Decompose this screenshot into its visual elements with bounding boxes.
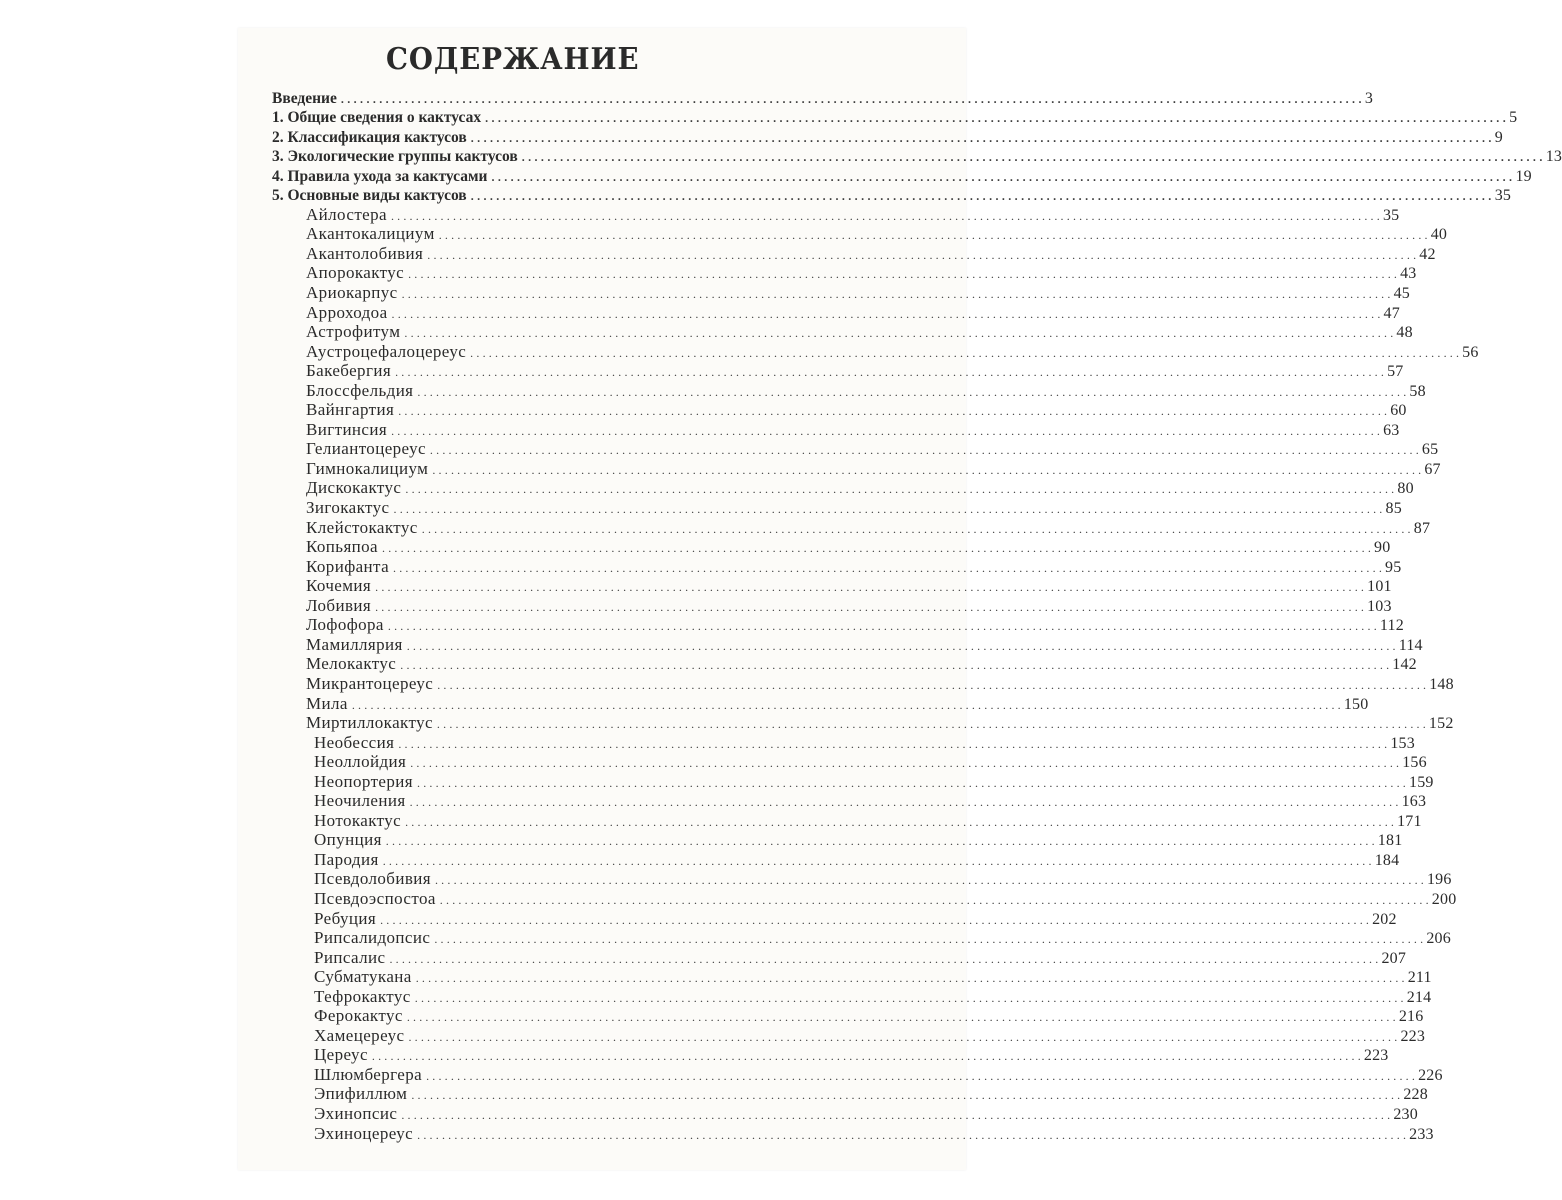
toc-page-number: 90 bbox=[1374, 539, 1391, 557]
toc-species-entry bbox=[272, 830, 1403, 851]
toc-species-entry bbox=[272, 771, 1434, 792]
toc-page-number: 48 bbox=[1396, 324, 1413, 342]
toc-page-number: 13 bbox=[1545, 148, 1562, 166]
toc-page-number: 150 bbox=[1343, 695, 1369, 713]
toc-page-number: 95 bbox=[1385, 558, 1402, 576]
toc-page-number: 9 bbox=[1494, 128, 1503, 146]
toc-page-number: 216 bbox=[1398, 1008, 1424, 1026]
dot-leader: ................................................................................................................................................................ bbox=[427, 247, 1420, 262]
toc-species-entry bbox=[272, 341, 1479, 362]
toc-chapter-entry bbox=[272, 166, 1532, 186]
dot-leader: ................................................................................................................................................................ bbox=[414, 990, 1407, 1005]
toc-page-number: 228 bbox=[1403, 1086, 1428, 1104]
toc-species-entry bbox=[272, 673, 1454, 694]
toc-entry-title: Корифанта bbox=[306, 556, 390, 576]
toc-species-entry bbox=[272, 1084, 1428, 1105]
dot-leader: ................................................................................................................................................................ bbox=[470, 130, 1495, 145]
toc-species-entry bbox=[272, 1006, 1424, 1027]
toc-entry-title: Эхиноцереус bbox=[314, 1123, 414, 1143]
toc-entry-title: Ребуция bbox=[314, 908, 377, 928]
toc-entry-title: Акантолобивия bbox=[306, 243, 424, 263]
dot-leader: ................................................................................................................................................................ bbox=[408, 1029, 1401, 1044]
toc-entry-title: Неочиления bbox=[314, 791, 406, 811]
dot-leader: ................................................................................................................................................................ bbox=[417, 775, 1409, 790]
toc-entry-title: 1. Общие сведения о кактусах bbox=[272, 109, 482, 127]
toc-entry-title: Астрофитум bbox=[306, 322, 401, 342]
dot-leader: ................................................................................................................................................................ bbox=[410, 756, 1403, 771]
toc-species-entry bbox=[272, 595, 1392, 616]
dot-leader: ................................................................................................................................................................ bbox=[421, 521, 1414, 536]
toc-species-entry bbox=[272, 439, 1439, 460]
dot-leader: ................................................................................................................................................................ bbox=[411, 1088, 1404, 1103]
toc-species-entry bbox=[272, 928, 1451, 949]
dot-leader: ................................................................................................................................................................ bbox=[434, 932, 1427, 947]
toc-species-entry bbox=[272, 1064, 1443, 1085]
book-page bbox=[238, 28, 1562, 1170]
toc-species-entry bbox=[272, 537, 1391, 558]
toc-species-entry bbox=[272, 498, 1402, 518]
dot-leader: ................................................................................................................................................................ bbox=[415, 971, 1408, 986]
toc-entry-title: Псевдолобивия bbox=[314, 869, 431, 889]
page-title: СОДЕРЖАНИЕ bbox=[386, 42, 640, 77]
toc-entry-title: Бакебергия bbox=[306, 361, 392, 381]
dot-leader: ................................................................................................................................................................ bbox=[391, 306, 1384, 321]
dot-leader: ................................................................................................................................................................ bbox=[398, 404, 1391, 419]
toc-entry-title: Блоссфельдия bbox=[306, 380, 414, 400]
toc-page-number: 148 bbox=[1429, 675, 1454, 693]
toc-page-number: 65 bbox=[1421, 441, 1439, 459]
dot-leader: ................................................................................................................................................................ bbox=[485, 111, 1510, 126]
toc-species-entry bbox=[272, 322, 1413, 343]
toc-entry-title: 4. Правила ухода за кактусами bbox=[272, 167, 488, 185]
dot-leader: ................................................................................................................................................................ bbox=[417, 1127, 1410, 1142]
toc-species-entry bbox=[272, 888, 1457, 909]
toc-page-number: 101 bbox=[1367, 578, 1392, 596]
toc-species-entry bbox=[272, 517, 1431, 538]
dot-leader: ................................................................................................................................................................ bbox=[387, 619, 1380, 634]
toc-species-entry bbox=[272, 204, 1400, 225]
dot-leader: ................................................................................................................................................................ bbox=[393, 560, 1386, 575]
toc-species-entry bbox=[272, 458, 1441, 479]
toc-page-number: 56 bbox=[1462, 343, 1479, 361]
toc-entry-title: 2. Классификация кактусов bbox=[272, 128, 467, 146]
toc-entry-title: Айлостера bbox=[306, 204, 387, 224]
toc-entry-title: Микрантоцереус bbox=[306, 673, 434, 693]
toc-page-number: 200 bbox=[1431, 890, 1457, 908]
toc-species-entry bbox=[272, 713, 1454, 734]
toc-page-number: 159 bbox=[1409, 773, 1434, 791]
toc-page-number: 142 bbox=[1392, 656, 1417, 674]
toc-entry-title: Мила bbox=[306, 693, 348, 713]
toc-species-entry bbox=[272, 576, 1392, 597]
toc-page-number: 43 bbox=[1400, 265, 1417, 283]
toc-species-entry bbox=[272, 693, 1369, 714]
toc-species-entry bbox=[272, 869, 1452, 890]
dot-leader: ................................................................................................................................................................ bbox=[401, 287, 1394, 302]
toc-entry-title: Нотокактус bbox=[314, 810, 402, 830]
toc-page-number: 19 bbox=[1515, 167, 1532, 185]
toc-entry-title: Тефрокактус bbox=[314, 986, 411, 1006]
toc-species-entry bbox=[272, 1025, 1426, 1046]
toc-entry-title: 3. Экологические группы кактусов bbox=[272, 148, 518, 166]
toc-page-number: 3 bbox=[1364, 89, 1374, 107]
toc-page-number: 80 bbox=[1397, 480, 1414, 498]
dot-leader: ................................................................................................................................................................ bbox=[382, 853, 1375, 868]
toc-entry-title: Вигтинсия bbox=[306, 419, 388, 439]
toc-species-entry bbox=[272, 400, 1407, 421]
toc-entry-title: Ферокактус bbox=[314, 1006, 403, 1026]
dot-leader: ................................................................................................................................................................ bbox=[375, 580, 1368, 595]
dot-leader: ................................................................................................................................................................ bbox=[429, 443, 1422, 458]
dot-leader: ................................................................................................................................................................ bbox=[417, 384, 1410, 399]
toc-entry-title: Хамецереус bbox=[314, 1025, 405, 1045]
dot-leader: ................................................................................................................................................................ bbox=[351, 697, 1344, 712]
dot-leader: ................................................................................................................................................................ bbox=[380, 912, 1373, 927]
toc-page-number: 223 bbox=[1363, 1047, 1389, 1065]
dot-leader: ................................................................................................................................................................ bbox=[385, 834, 1378, 849]
table-of-contents bbox=[272, 88, 1562, 1144]
toc-species-entry bbox=[272, 752, 1427, 773]
toc-species-entry bbox=[272, 849, 1400, 870]
dot-leader: ................................................................................................................................................................ bbox=[405, 482, 1398, 497]
dot-leader: ................................................................................................................................................................ bbox=[400, 658, 1393, 673]
dot-leader: ................................................................................................................................................................ bbox=[391, 423, 1384, 438]
toc-species-entry bbox=[272, 967, 1432, 988]
dot-leader: ................................................................................................................................................................ bbox=[406, 638, 1399, 653]
toc-entry-title: Зигокактус bbox=[306, 498, 390, 518]
toc-entry-title: Псевдоэспостоа bbox=[314, 888, 436, 908]
toc-species-entry bbox=[272, 732, 1415, 753]
toc-species-entry bbox=[272, 556, 1402, 577]
toc-chapter-entry bbox=[272, 88, 1374, 108]
toc-entry-title: Акантокалициум bbox=[306, 224, 435, 244]
toc-entry-title: Лофофора bbox=[306, 615, 384, 635]
dot-leader: ................................................................................................................................................................ bbox=[434, 873, 1427, 888]
dot-leader: ................................................................................................................................................................ bbox=[491, 169, 1516, 184]
toc-entry-title: Клейстокактус bbox=[306, 517, 418, 537]
toc-entry-title: Эхинопсис bbox=[314, 1103, 398, 1123]
toc-entry-title: Мамиллярия bbox=[306, 634, 403, 654]
dot-leader: ................................................................................................................................................................ bbox=[439, 892, 1432, 907]
toc-page-number: 42 bbox=[1419, 245, 1436, 263]
dot-leader: ................................................................................................................................................................ bbox=[401, 1107, 1394, 1122]
toc-page-number: 63 bbox=[1383, 421, 1400, 439]
toc-page-number: 223 bbox=[1400, 1027, 1426, 1045]
toc-entry-title: Пародия bbox=[314, 849, 379, 869]
toc-entry-title: Арроходоа bbox=[306, 302, 388, 322]
dot-leader: ................................................................................................................................................................ bbox=[432, 462, 1425, 477]
toc-species-entry bbox=[272, 243, 1436, 264]
toc-page-number: 202 bbox=[1372, 910, 1397, 928]
toc-entry-title: Апорокактус bbox=[306, 263, 405, 283]
toc-species-entry bbox=[272, 361, 1404, 382]
toc-page-number: 171 bbox=[1397, 812, 1422, 830]
toc-species-entry bbox=[272, 263, 1417, 284]
toc-entry-title: Мелокактус bbox=[306, 654, 397, 674]
dot-leader: ................................................................................................................................................................ bbox=[408, 267, 1401, 282]
toc-page-number: 163 bbox=[1401, 793, 1427, 811]
toc-species-entry bbox=[272, 986, 1432, 1007]
toc-entry-title: Кочемия bbox=[306, 576, 372, 596]
dot-leader: ................................................................................................................................................................ bbox=[406, 1010, 1399, 1025]
toc-species-entry bbox=[272, 615, 1404, 636]
toc-page-number: 87 bbox=[1413, 519, 1431, 537]
toc-page-number: 85 bbox=[1385, 500, 1402, 518]
toc-species-entry bbox=[272, 908, 1397, 929]
toc-entry-title: Шлюмбергера bbox=[314, 1064, 423, 1084]
toc-entry-title: Неоллойдия bbox=[314, 752, 407, 772]
toc-chapter-entry bbox=[272, 147, 1562, 167]
toc-page-number: 230 bbox=[1393, 1105, 1418, 1123]
toc-page-number: 153 bbox=[1390, 734, 1415, 752]
toc-species-entry bbox=[272, 419, 1400, 440]
toc-entry-title: Гимнокалициум bbox=[306, 458, 429, 478]
toc-entry-title: Субматукана bbox=[314, 967, 412, 987]
toc-chapter-entry bbox=[272, 186, 1512, 206]
dot-leader: ................................................................................................................................................................ bbox=[470, 345, 1463, 360]
toc-entry-title: Эпифиллюм bbox=[314, 1084, 408, 1104]
dot-leader: ................................................................................................................................................................ bbox=[405, 814, 1398, 829]
toc-entry-title: Гелиантоцереус bbox=[306, 439, 426, 459]
toc-page-number: 47 bbox=[1383, 304, 1400, 322]
toc-page-number: 226 bbox=[1418, 1066, 1443, 1084]
dot-leader: ................................................................................................................................................................ bbox=[382, 541, 1375, 556]
dot-leader: ................................................................................................................................................................ bbox=[437, 677, 1430, 692]
toc-species-entry bbox=[272, 810, 1422, 831]
toc-species-entry bbox=[272, 947, 1407, 968]
dot-leader: ................................................................................................................................................................ bbox=[438, 228, 1431, 243]
toc-entry-title: Цереус bbox=[314, 1045, 368, 1065]
toc-page-number: 181 bbox=[1377, 832, 1403, 850]
dot-leader: ................................................................................................................................................................ bbox=[426, 1068, 1419, 1083]
toc-page-number: 214 bbox=[1406, 988, 1432, 1006]
toc-page-number: 45 bbox=[1393, 285, 1410, 303]
toc-page-number: 67 bbox=[1424, 460, 1441, 478]
toc-page-number: 35 bbox=[1494, 187, 1512, 205]
toc-entry-title: Введение bbox=[272, 89, 337, 107]
dot-leader: ................................................................................................................................................................ bbox=[389, 951, 1382, 966]
dot-leader: ................................................................................................................................................................ bbox=[395, 365, 1388, 380]
dot-leader: ................................................................................................................................................................ bbox=[398, 736, 1391, 751]
toc-species-entry bbox=[272, 634, 1423, 655]
toc-page-number: 211 bbox=[1407, 969, 1432, 987]
toc-page-number: 233 bbox=[1409, 1125, 1434, 1143]
toc-species-entry bbox=[272, 224, 1448, 245]
toc-page-number: 35 bbox=[1382, 206, 1400, 224]
toc-entry-title: Вайнгартия bbox=[306, 400, 395, 420]
toc-page-number: 40 bbox=[1430, 226, 1448, 244]
dot-leader: ................................................................................................................................................................ bbox=[371, 1049, 1364, 1064]
dot-leader: ................................................................................................................................................................ bbox=[393, 502, 1386, 517]
toc-page-number: 58 bbox=[1409, 382, 1426, 400]
toc-species-entry bbox=[272, 1103, 1418, 1124]
dot-leader: ................................................................................................................................................................ bbox=[436, 717, 1429, 732]
toc-species-entry bbox=[272, 1045, 1389, 1066]
toc-species-entry bbox=[272, 302, 1400, 323]
toc-chapter-entry bbox=[272, 127, 1503, 147]
toc-entry-title: 5. Основные виды кактусов bbox=[272, 187, 467, 205]
toc-page-number: 206 bbox=[1426, 930, 1451, 948]
toc-entry-title: Неопортерия bbox=[314, 771, 413, 791]
toc-page-number: 60 bbox=[1390, 402, 1407, 420]
toc-page-number: 184 bbox=[1374, 851, 1400, 869]
toc-species-entry bbox=[272, 654, 1417, 675]
dot-leader: ................................................................................................................................................................ bbox=[340, 91, 1365, 106]
dot-leader: ................................................................................................................................................................ bbox=[521, 150, 1546, 165]
toc-entry-title: Копьяпоа bbox=[306, 537, 379, 557]
toc-entry-title: Аустроцефалоцереус bbox=[306, 341, 467, 361]
toc-page-number: 114 bbox=[1398, 636, 1423, 654]
dot-leader: ................................................................................................................................................................ bbox=[375, 599, 1368, 614]
toc-entry-title: Опунция bbox=[314, 830, 382, 850]
toc-entry-title: Миртиллокактус bbox=[306, 713, 433, 733]
toc-entry-title: Ариокарпус bbox=[306, 283, 398, 303]
toc-species-entry bbox=[272, 380, 1426, 401]
toc-species-entry bbox=[272, 478, 1414, 499]
toc-entry-title: Лобивия bbox=[306, 595, 372, 615]
toc-page-number: 152 bbox=[1428, 715, 1454, 733]
toc-species-entry bbox=[272, 1123, 1434, 1144]
toc-species-entry bbox=[272, 283, 1410, 303]
toc-chapter-entry bbox=[272, 108, 1518, 128]
toc-entry-title: Рипсалидопсис bbox=[314, 928, 431, 948]
toc-page-number: 57 bbox=[1387, 363, 1404, 381]
toc-page-number: 103 bbox=[1367, 597, 1392, 615]
toc-entry-title: Необессия bbox=[314, 732, 395, 752]
toc-page-number: 207 bbox=[1381, 949, 1407, 967]
toc-entry-title: Рипсалис bbox=[314, 947, 386, 967]
toc-entry-title: Дискокактус bbox=[306, 478, 402, 498]
dot-leader: ................................................................................................................................................................ bbox=[404, 326, 1397, 341]
dot-leader: ................................................................................................................................................................ bbox=[409, 795, 1402, 810]
dot-leader: ................................................................................................................................................................ bbox=[390, 208, 1383, 223]
toc-species-entry bbox=[272, 791, 1427, 812]
toc-page-number: 5 bbox=[1509, 109, 1518, 127]
dot-leader: ................................................................................................................................................................ bbox=[470, 189, 1495, 204]
toc-page-number: 196 bbox=[1426, 871, 1452, 889]
toc-page-number: 156 bbox=[1402, 754, 1427, 772]
toc-page-number: 112 bbox=[1379, 617, 1404, 635]
